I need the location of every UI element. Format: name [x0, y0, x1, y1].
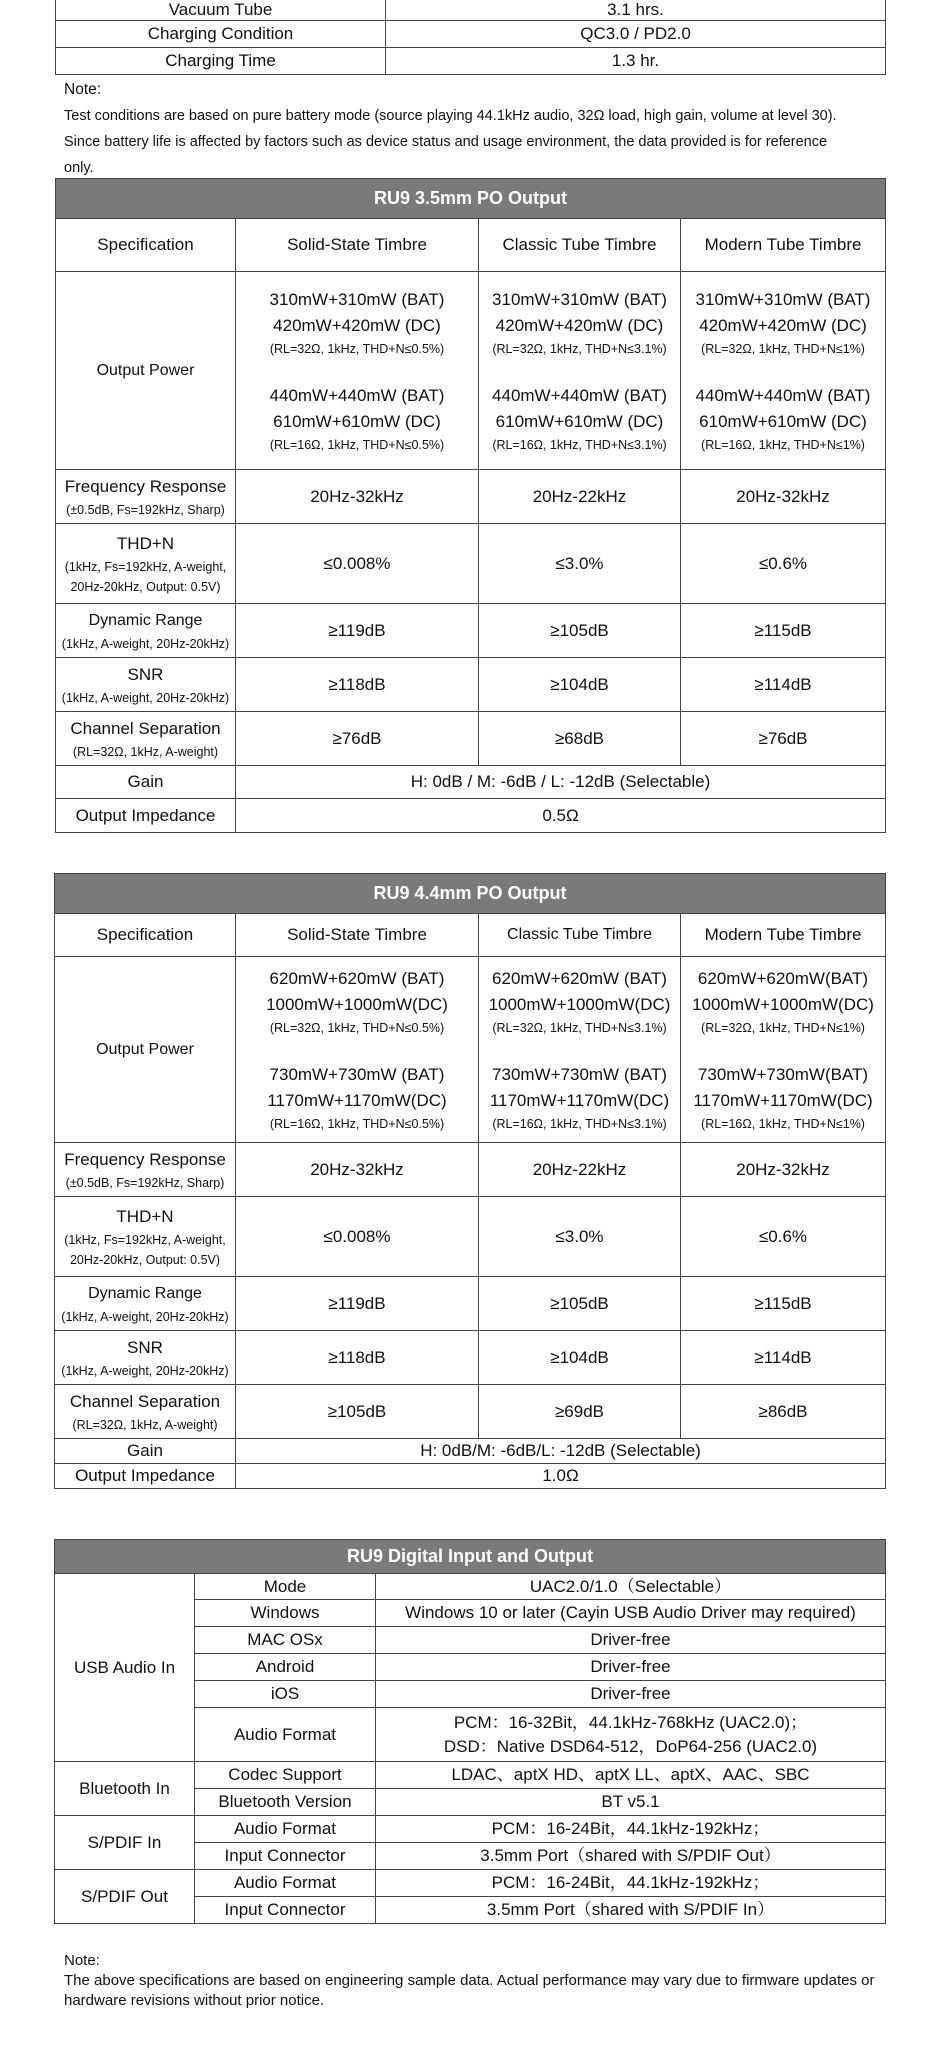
gain-row: Gain H: 0dB/M: -6dB/L: -12dB (Selectable)	[55, 1439, 886, 1464]
power-cell: 310mW+310mW (BAT) 420mW+420mW (DC) (RL=32Ω, 1kHz, THD+N≤1%) 440mW+440mW (BAT) 610mW+610mW (DC) (RL=16Ω, 1kHz, THD+N≤1%)	[681, 272, 886, 470]
table-row: Frequency Response (±0.5dB, Fs=192kHz, Sharp) 20Hz-32kHz 20Hz-22kHz 20Hz-32kHz	[55, 1143, 886, 1197]
table-row: SNR (1kHz, A-weight, 20Hz-20kHz) ≥118dB ≥104dB ≥114dB	[56, 658, 886, 712]
power-cell: 620mW+620mW(BAT) 1000mW+1000mW(DC) (RL=32Ω, 1kHz, THD+N≤1%) 730mW+730mW(BAT) 1170mW+1170mW(DC) (RL=16Ω, 1kHz, THD+N≤1%)	[681, 957, 886, 1143]
power-cell: 620mW+620mW (BAT) 1000mW+1000mW(DC) (RL=32Ω, 1kHz, THD+N≤3.1%) 730mW+730mW (BAT) 1170mW+1170mW(DC) (RL=16Ω, 1kHz, THD+N≤3.1%)	[479, 957, 681, 1143]
cut-cell: Vacuum Tube	[56, 0, 386, 21]
table-row: Frequency Response (±0.5dB, Fs=192kHz, Sharp) 20Hz-32kHz 20Hz-22kHz 20Hz-32kHz	[56, 470, 886, 524]
impedance-row: Output Impedance 0.5Ω	[56, 799, 886, 833]
table-row: Input Connector 3.5mm Port（shared with S/PDIF In）	[55, 1897, 886, 1924]
table-row: Windows Windows 10 or later (Cayin USB Audio Driver may required)	[55, 1600, 886, 1627]
battery-note: Note: Test conditions are based on pure battery mode (source playing 44.1kHz audio, 32Ω load, high gain, volume at level 30). Since battery life is affected by factors such as device status and usage environment, the data provided is for reference only.	[64, 81, 837, 176]
power-cell: 310mW+310mW (BAT) 420mW+420mW (DC) (RL=32Ω, 1kHz, THD+N≤0.5%) 440mW+440mW (BAT) 610mW+610mW (DC) (RL=16Ω, 1kHz, THD+N≤0.5%)	[236, 272, 479, 470]
table-row: Dynamic Range (1kHz, A-weight, 20Hz-20kHz) ≥119dB ≥105dB ≥115dB	[56, 604, 886, 658]
table-row: Input Connector 3.5mm Port（shared with S/PDIF Out）	[55, 1843, 886, 1870]
header-row: Specification Solid-State Timbre Classic Tube Timbre Modern Tube Timbre	[56, 219, 886, 272]
po-35-table	[55, 178, 886, 833]
table-row: Audio Format PCM：16-32Bit，44.1kHz-768kHz (UAC2.0)； DSD：Native DSD64-512，DoP64-256 (UAC2.0)	[55, 1708, 886, 1762]
battery-table	[55, 0, 886, 75]
power-cell: 620mW+620mW (BAT) 1000mW+1000mW(DC) (RL=32Ω, 1kHz, THD+N≤0.5%) 730mW+730mW (BAT) 1170mW+1170mW(DC) (RL=16Ω, 1kHz, THD+N≤0.5%)	[236, 957, 479, 1143]
table-row: Channel Separation (RL=32Ω, 1kHz, A-weight) ≥105dB ≥69dB ≥86dB	[55, 1385, 886, 1439]
disclaimer-note: Note: The above specifications are based on engineering sample data. Actual performance may vary due to firmware updates or hardware revisions without prior notice.	[64, 1952, 875, 2009]
table-title: RU9 4.4mm PO Output	[55, 874, 886, 914]
table-row: S/PDIF Out Audio Format PCM：16-24Bit，44.1kHz-192kHz；	[55, 1870, 886, 1897]
output-power-row: Output Power 310mW+310mW (BAT) 420mW+420mW (DC) (RL=32Ω, 1kHz, THD+N≤0.5%) 440mW+440mW (BAT) 610mW+610mW (DC) (RL=16Ω, 1kHz, THD+N≤0.5%) 310mW+310mW (BAT) 420mW+420mW (DC) (RL=32Ω, 1kHz, THD+N≤3.1%) 440mW+440mW (BAT) 610mW+610mW (DC) (RL=16Ω, 1kHz, THD+N≤3.1%) 310mW+310mW (BAT) 420mW+420mW (DC) (RL=32Ω, 1kHz, THD+N≤1%) 440mW+440mW (BAT) 610mW+610mW (DC) (RL=16Ω, 1kHz, THD+N≤1%)	[56, 272, 886, 470]
table-row: MAC OSx Driver-free	[55, 1627, 886, 1654]
table-row: Channel Separation (RL=32Ω, 1kHz, A-weight) ≥76dB ≥68dB ≥76dB	[56, 712, 886, 766]
table-row: USB Audio In Mode UAC2.0/1.0（Selectable）	[55, 1574, 886, 1600]
table-row: iOS Driver-free	[55, 1681, 886, 1708]
power-cell: 310mW+310mW (BAT) 420mW+420mW (DC) (RL=32Ω, 1kHz, THD+N≤3.1%) 440mW+440mW (BAT) 610mW+610mW (DC) (RL=16Ω, 1kHz, THD+N≤3.1%)	[479, 272, 681, 470]
header-row: Specification Solid-State Timbre Classic Tube Timbre Modern Tube Timbre	[55, 914, 886, 957]
table-row: S/PDIF In Audio Format PCM：16-24Bit，44.1kHz-192kHz；	[55, 1816, 886, 1843]
table-row: Bluetooth Version BT v5.1	[55, 1789, 886, 1816]
table-row: Dynamic Range (1kHz, A-weight, 20Hz-20kHz) ≥119dB ≥105dB ≥115dB	[55, 1277, 886, 1331]
table-row: Charging Condition QC3.0 / PD2.0	[56, 21, 886, 48]
table-title: RU9 3.5mm PO Output	[56, 179, 886, 219]
table-row: Bluetooth In Codec Support LDAC、aptX HD、aptX LL、aptX、AAC、SBC	[55, 1762, 886, 1789]
table-row: Android Driver-free	[55, 1654, 886, 1681]
gain-row: Gain H: 0dB / M: -6dB / L: -12dB (Selectable)	[56, 766, 886, 799]
digital-io-table	[54, 1539, 886, 1924]
output-power-row: Output Power 620mW+620mW (BAT) 1000mW+1000mW(DC) (RL=32Ω, 1kHz, THD+N≤0.5%) 730mW+730mW (BAT) 1170mW+1170mW(DC) (RL=16Ω, 1kHz, THD+N≤0.5%) 620mW+620mW (BAT) 1000mW+1000mW(DC) (RL=32Ω, 1kHz, THD+N≤3.1%) 730mW+730mW (BAT) 1170mW+1170mW(DC) (RL=16Ω, 1kHz, THD+N≤3.1%) 620mW+620mW(BAT) 1000mW+1000mW(DC) (RL=32Ω, 1kHz, THD+N≤1%) 730mW+730mW(BAT) 1170mW+1170mW(DC) (RL=16Ω, 1kHz, THD+N≤1%)	[55, 957, 886, 1143]
table-title: RU9 Digital Input and Output	[55, 1540, 886, 1574]
po-44-table	[54, 873, 886, 1489]
impedance-row: Output Impedance 1.0Ω	[55, 1464, 886, 1489]
table-row: SNR (1kHz, A-weight, 20Hz-20kHz) ≥118dB ≥104dB ≥114dB	[55, 1331, 886, 1385]
table-row: Vacuum Tube 3.1 hrs.	[56, 0, 886, 21]
table-row: THD+N (1kHz, Fs=192kHz, A-weight, 20Hz-20kHz, Output: 0.5V) ≤0.008% ≤3.0% ≤0.6%	[55, 1197, 886, 1277]
table-row: THD+N (1kHz, Fs=192kHz, A-weight, 20Hz-20kHz, Output: 0.5V) ≤0.008% ≤3.0% ≤0.6%	[56, 524, 886, 604]
table-row: Charging Time 1.3 hr.	[56, 48, 886, 75]
